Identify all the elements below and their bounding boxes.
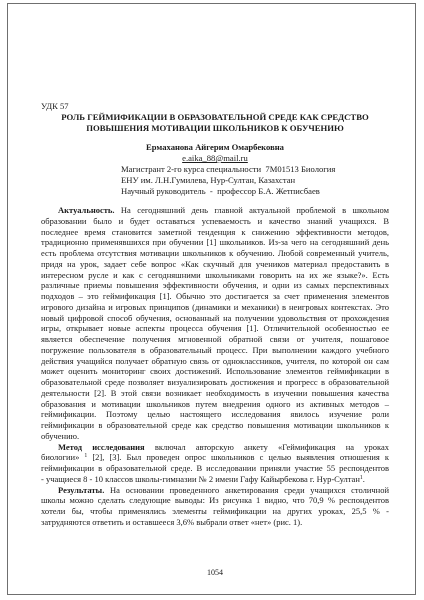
- text-line: [41, 495, 389, 506]
- text-line: [41, 366, 389, 377]
- text-line: [41, 356, 389, 367]
- footnote-marker: 1: [84, 453, 88, 460]
- text-run: [2], [3]. Был проведен опрос школьников с целью выявления отношения к: [87, 452, 389, 463]
- text-run: обучению.: [41, 430, 80, 441]
- text-run: игры, открывает новые аспекты процесса обучения [1]. Отличительной особенностью ее: [41, 323, 389, 334]
- text-line: [41, 313, 389, 324]
- text-line: [41, 280, 389, 291]
- text-run: школы можно сделать следующие выводы: Из рисунка 1 видно, что 70,9 % респондентов: [41, 495, 389, 506]
- author-name: Ермаханова Айгерим Омарбековна: [146, 142, 284, 152]
- text-run: различные приемы повышения эффективности обучения, и одни из самых перспективных: [41, 280, 389, 291]
- text-run: придя на урок, задает себе вопрос «Как скучный для учеников материал предоставить в: [41, 258, 389, 269]
- paper-body: [41, 205, 389, 528]
- author-email-link[interactable]: e.aika_88@mail.ru: [182, 153, 248, 163]
- text-run: хотели бы, чтобы применялись элементы геймификации на других уроках, 25,5 % -: [41, 506, 389, 516]
- text-run: биологии»: [41, 452, 85, 463]
- text-line: [41, 259, 389, 270]
- text-line: [41, 227, 389, 238]
- text-line: [41, 205, 389, 216]
- paragraph-results: [41, 485, 389, 528]
- author-position: Магистрант 2-го курса специальности 7M01513 Биология: [121, 164, 336, 174]
- text-run: образовательной среде позволяет визуализировать достижения и прогресс в образовательной: [41, 377, 389, 387]
- text-run: образовании было и будет оставаться успеваемость и качество знаний учащихся. В: [41, 215, 389, 226]
- text-run: есть проблема отсутствия мотивации школьников к обучению. Любой современный учитель,: [41, 248, 389, 258]
- paragraph-relevance: [41, 205, 389, 442]
- text-line: [41, 452, 389, 463]
- text-line: [41, 216, 389, 227]
- section-lead: Метод исследования: [58, 441, 145, 452]
- scientific-supervisor: Научный руководитель - профессор Б.А. Жетписбаев: [121, 186, 320, 196]
- text-run: геймификации. Поэтому целью настоящего исследования явилось изучение роли: [41, 409, 389, 420]
- text-line: [41, 345, 389, 356]
- paragraph-method: [41, 442, 389, 485]
- udc-code: УДК 57: [41, 101, 69, 111]
- text-line: [41, 506, 389, 517]
- footnote-marker: 1: [359, 474, 363, 481]
- text-run: погружение пользователя в образовательный процесс. При выполнении каждого учебного: [41, 344, 389, 355]
- text-run: может оценить мониторинг своих достижений. Использование элементов геймификации в: [41, 366, 389, 377]
- text-run: интересном русле и как с сегодняшними школьниками говорить на их же языке?». Есть: [41, 269, 389, 280]
- text-run: На сегодняшний день главной актуальной проблемой в школьном: [114, 205, 389, 215]
- text-line: [41, 323, 389, 334]
- text-run: включал авторскую анкету «Геймификация на уроках: [144, 441, 389, 452]
- text-run: последнее время становится заметной тенденция к снижению эффективности методов,: [41, 226, 389, 237]
- text-line: [41, 431, 389, 442]
- page-number: 1054: [207, 568, 223, 577]
- text-run: - учащиеся 8 - 10 классов школы-гимназии № 2 имени Гафу Кайырбекова г. Нур-Султан: [41, 473, 360, 484]
- text-line: [41, 302, 389, 313]
- section-lead: Актуальность.: [58, 205, 115, 215]
- text-line: [41, 485, 389, 496]
- text-line: [41, 388, 389, 399]
- text-line: [41, 474, 389, 485]
- title-line: РОЛЬ ГЕЙМИФИКАЦИИ В ОБРАЗОВАТЕЛЬНОЙ СРЕДЕ КАК СРЕДСТВО: [61, 112, 369, 122]
- text-line: [41, 334, 389, 345]
- paper-title: [41, 112, 389, 134]
- text-run: является обеспечение получения мгновенной обратной связи от учителя, пошаговое: [41, 334, 389, 344]
- text-run: подходов – это геймификация [1]. Обычно это достигается за счет применения элементов: [41, 291, 389, 301]
- text-line: [41, 420, 389, 431]
- text-run: новый цифровой способ обучения, основанный на получении удовольствия от прохождения: [41, 312, 389, 323]
- text-line: [41, 291, 389, 302]
- text-line: [41, 377, 389, 388]
- text-line: [41, 237, 389, 248]
- text-run: геймификации в образовательной среде как средство повышения мотивации школьников к: [41, 420, 389, 430]
- text-line: [41, 248, 389, 259]
- text-run: .: [362, 473, 365, 484]
- text-run: деятельности [2]. В этой связи возникает необходимость в изучении повышения качества: [41, 387, 389, 398]
- text-run: традиционно применявшихся при обучении [1] школьников. Из-за чего на сегодняшний день: [41, 237, 389, 248]
- text-line: [41, 270, 389, 281]
- text-line: [41, 517, 389, 528]
- text-run: На основании проведенного анкетирования среди учащихся столичной: [104, 484, 389, 495]
- text-run: геймификации в образовательной среде. В исследовании приняли участие 55 респондентов: [41, 463, 389, 473]
- text-line: [41, 409, 389, 420]
- author-email-row: [41, 153, 389, 164]
- text-line: [41, 442, 389, 453]
- title-line: ПОВЫШЕНИЯ МОТИВАЦИИ ШКОЛЬНИКОВ К ОБУЧЕНИЮ: [86, 123, 344, 133]
- section-lead: Результаты.: [58, 484, 105, 495]
- author-affiliation: ЕНУ им. Л.Н.Гумилева, Нур-Султан, Казахстан: [121, 175, 296, 185]
- text-run: образования и мотивации школьников путем внедрения одного из активных методов –: [41, 398, 389, 409]
- text-run: действия учащийся получает обратную связь от одноклассников, учителя, по которой он сам: [41, 355, 389, 366]
- text-line: [41, 399, 389, 410]
- text-run: затрудняются ответить и оставшееся 3,6% выбрали ответ «нет» (рис. 1).: [41, 516, 303, 527]
- text-line: [41, 463, 389, 474]
- text-run: игрового дизайна и игровых принципов (динамики и механики) в неигровых контекстах. Это: [41, 301, 389, 312]
